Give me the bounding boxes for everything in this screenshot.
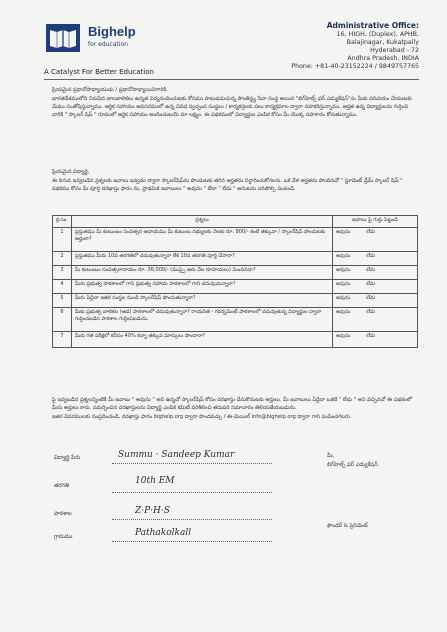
salutation: ప్రియమైన ప్రధానోపాధ్యాయుడు / ప్రధానోపాధ్యాయినిగారికి, [52,87,168,93]
label-village: గ్రామము [54,534,73,540]
answer-yes: అవును [336,267,351,273]
class-line [112,492,272,493]
village-line [112,541,272,542]
bighelp-logo-icon [46,24,80,52]
header-divider [44,79,419,80]
tagline: A Catalyst For Better Education [44,68,154,76]
row-answer [333,332,418,348]
row-answer [333,228,418,252]
col-header-answer: జవాబు పై గుర్తు పెట్టండి [333,216,418,228]
signature-founder: ఫౌండర్ & ప్రెసిడెంట్ [327,523,368,529]
row-question: మీరు ప్రభుత్వ పాఠశాలలో గాని ప్రభుత్వ సహాయ పాఠశాలలో గాని చదువుచున్నారా? [72,280,333,294]
answer-no-handwritten: లేదు [366,229,375,235]
row-question: మీరు గత పరీక్షలో కనీసం 40% కన్నా తక్కువ మార్కులు పొందారా? [72,332,333,348]
closing-paragraph: పై ఇవ్వబడిన ప్రశ్నలన్నింటికి మీ జవాబు " అవును " అని ఉన్నచో స్కాలర్‌షిప్‌ కోసం దరఖాస్తు చేసుకొనుటకు అర్హులు. మీ జవాబులు ఏదైనా ఒకటి " లేదు " అని వచ్చినచో ఈ పథకంలో మీరు అర్హులు కారు. సమర్పించిన దరఖాస్తులను విద్యార్థి ఎంపిక కమిటీ పరిశీలించి తదుపరి సమాచారం తెలియజేయబడును. [52,397,412,411]
student-salutation: ప్రియమైన విద్యార్థి, [52,169,90,175]
office-line: Andhra Pradesh, INDIA [347,55,419,62]
row-number: 1 [53,228,72,252]
instructions-paragraph: ఈ దిగువ ఇవ్వబడిన ప్రశ్నలకు జవాబు ఇవ్వడం ద్వారా స్కాలర్‌షిప్‌ను పొందుటకు తగిన అర్హతను నిర్ధారించుకోగలరు. ఒక వేళ అర్హతను పొందినచో " స్టూడెంట్ డ్రీమ్ స్కాలర్ షిప్ " పథకము కోసం మీ పూర్తి దరఖాస్తు ఫారం ను, ప్రాథమిక జవాబులు " అవును " లేదా " లేదు " అనుటను సరిపోల్చి పంపండి. [52,178,403,192]
row-question: ప్రస్తుతము మీరు 10వ తరగతిలో చదువుతున్నారా లేక 10వ తరగతి పూర్తి చేసారా? [72,252,333,266]
contact-paragraph: ఇతర వివరములకు సంప్రదించండి, దరఖాస్తు ఫారం bighelp.org ద్వారా పొందవచ్చు / ఈ-మెయిల్ info@bighelp.org ద్వారా గాని పంపించగలరు. [52,414,352,420]
school-value: Z·P·H·S [135,506,170,516]
label-school: పాఠశాల [54,511,72,517]
answer-yes: అవును [336,253,351,259]
col-header-question: ప్రశ్నలు [72,216,333,228]
signature-greeting: మీ, [327,453,335,459]
answer-no-handwritten: లేదు [366,309,375,315]
row-number: 7 [53,332,72,348]
table-row [53,294,418,308]
school-line [112,519,272,520]
row-question: మీకు ప్రభుత్వ బాలికల (ఆడ) పాఠశాలలో చదువుతున్నారా? రాయనిత - గవర్నమెంట్ పాఠశాలలో చదువుతున్న విద్యార్థుల ద్వారా గుర్తించబడిన పాఠశాల గుర్తింపబడును. [72,308,333,332]
office-line: Balajinagar, Kukatpally [346,39,419,46]
row-answer [333,252,418,266]
row-answer [333,266,418,280]
row-question: మీ కుటుంబం సంవత్సరాదాయం రూ. 36,000/- (ముప్పై ఆరు వేల రూపాయలు) మించినదా? [72,266,333,280]
row-number: 6 [53,308,72,332]
answer-yes: అవును [336,295,351,301]
row-question: ప్రస్తుతము మీ కుటుంబం సంవత్సర ఆదాయము మీ కుటుంబ సభ్యులకు నెలకు రూ. 800/- కంటే తక్కువా / స్కాలర్‌షిప్ పొందుటకు అర్హులా? [72,228,333,252]
table-row [53,252,418,266]
brand-subtitle: for education [88,41,128,48]
table-row [53,308,418,332]
student-instructions [52,168,418,194]
office-address [291,22,419,71]
eligibility-table [52,215,418,348]
intro-paragraph: భారతదేశములోని నిరుపేద బాలబాలికలు ఉన్నత విద్యనందించుటకు కోసము పాటుపడుచున్న సొంతిస్థ్య సేవా సంస్థ అయిన "బిగ్‌హెల్ప్ ఫర్ ఎడ్యుకేషన్"ను మీకు పరిచయం చేయుటకు మేము సంతోషిస్తున్నాము. ఆర్థిక సహాయం అవసరములో ఉన్న వివిధ స్వచ్ఛంద సంస్థలు / కార్యకర్తలకు పలు కార్యక్రమాల ద్వారా సహకరిస్తున్నాము. అర్హత ఉన్న విద్యార్థులను గుర్తించి వారికి " స్కాలర్ షిప్ " రూపంలో ఆర్థిక సహాయం అందించుటయే మా లక్ష్యం. ఈ పథకములో విద్యార్థుల ఎంపిక కోసం మీ యొక్క సహకారం కోరుతున్నాము. [52,96,412,118]
answer-no-handwritten: లేదు [366,333,375,339]
table-header-row [53,216,418,228]
row-answer [333,308,418,332]
table-row [53,280,418,294]
table-row [53,228,418,252]
class-value: 10th EM [135,476,175,486]
table-row [53,332,418,348]
table-row [53,266,418,280]
student-name-value: Summu · Sandeep Kumar [118,450,235,460]
brand-name: Bighelp [88,24,136,39]
office-title: Administrative Office: [326,21,419,30]
answer-no-handwritten: లేదు [366,295,375,301]
row-answer [333,294,418,308]
village-value: Pathakolkall [135,528,192,538]
answer-no-handwritten: లేదు [366,253,375,259]
office-line: Hyderabad - 72 [370,47,419,54]
closing-text [52,396,418,422]
answer-yes: అవును [336,333,351,339]
answer-no-handwritten: లేదు [366,267,375,273]
answer-yes: అవును [336,309,351,315]
row-number: 4 [53,280,72,294]
answer-yes: అవును [336,229,351,235]
row-question: మీరు ఏదైనా ఇతర సంస్థల నుండి స్కాలర్‌షిప్ పొందుతున్నారా? [72,294,333,308]
answer-no-handwritten: లేదు [366,281,375,287]
col-header-no: క్ర.సం. [53,216,72,228]
label-student-name: విద్యార్థి పేరు [54,455,81,461]
answer-yes: అవును [336,281,351,287]
letter-intro [52,86,418,120]
row-answer [333,280,418,294]
student-name-line [112,463,272,464]
signature-organization: బిగ్‌హెల్ప్ ఫర్ ఎడ్యుకేషన్ [327,462,378,468]
office-line: 16, HIGH, (Duplex), APHB, [336,31,419,38]
office-phone: Phone: +81-40-23152224 / 9849757765 [291,63,419,70]
row-number: 2 [53,252,72,266]
row-number: 5 [53,294,72,308]
row-number: 3 [53,266,72,280]
label-class: తరగతి [54,483,70,489]
